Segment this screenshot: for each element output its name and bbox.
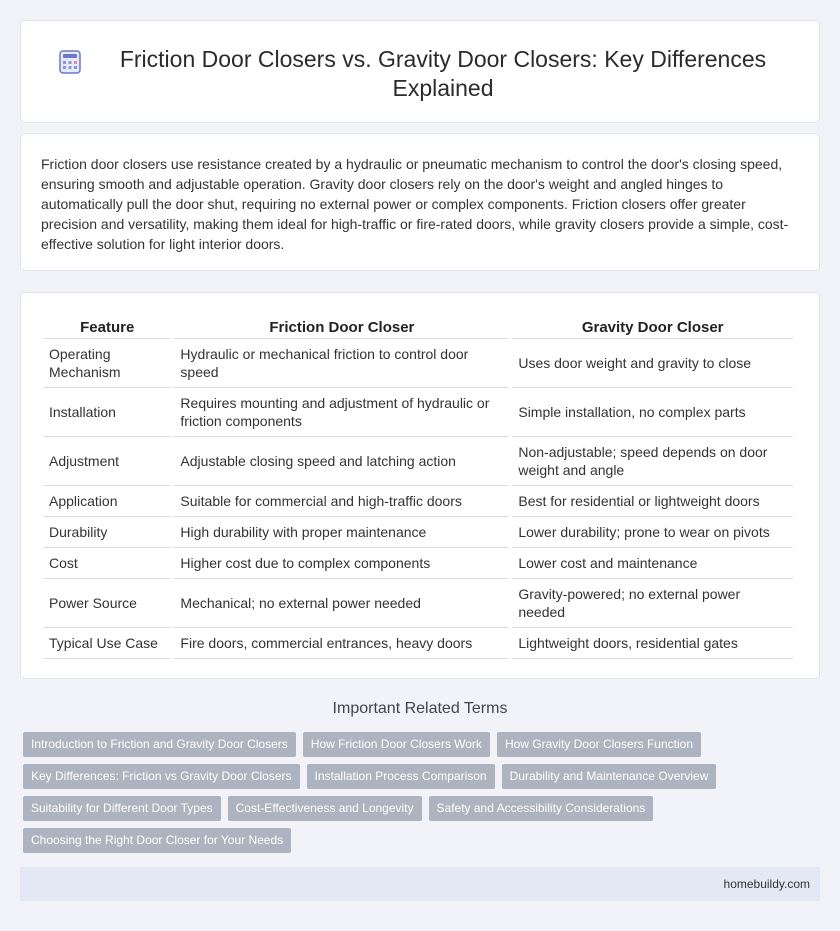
related-tag[interactable]: Safety and Accessibility Considerations	[429, 796, 654, 821]
table-row	[43, 339, 793, 388]
calculator-icon	[57, 49, 83, 75]
page-title: Friction Door Closers vs. Gravity Door Closers: Key Differences Explained	[119, 46, 767, 101]
cell-friction: Hydraulic or mechanical friction to control door speed	[174, 339, 509, 388]
cell-friction: Requires mounting and adjustment of hydraulic or friction components	[174, 388, 509, 437]
cell-gravity: Gravity-powered; no external power needed	[512, 579, 793, 628]
cell-feature: Durability	[43, 517, 171, 548]
cell-feature: Typical Use Case	[43, 628, 171, 659]
table-row	[43, 579, 793, 628]
related-tag[interactable]: Durability and Maintenance Overview	[502, 764, 717, 789]
table-header-row	[43, 313, 793, 339]
related-tag[interactable]: How Gravity Door Closers Function	[497, 732, 701, 757]
cell-friction: High durability with proper maintenance	[174, 517, 509, 548]
cell-friction: Adjustable closing speed and latching action	[174, 437, 509, 486]
intro-card	[20, 133, 820, 271]
cell-feature: Application	[43, 486, 171, 517]
cell-gravity: Lower cost and maintenance	[512, 548, 793, 579]
related-terms-title: Important Related Terms	[332, 700, 508, 717]
related-tag[interactable]: Suitability for Different Door Types	[23, 796, 221, 821]
cell-gravity: Lightweight doors, residential gates	[512, 628, 793, 659]
related-tag[interactable]: How Friction Door Closers Work	[303, 732, 490, 757]
header-gravity: Gravity Door Closer	[512, 313, 793, 339]
header-card	[20, 20, 820, 123]
comparison-table-card	[20, 292, 820, 679]
footer-site-link[interactable]: homebuildy.com	[723, 877, 810, 891]
related-tags	[23, 732, 823, 860]
related-tag[interactable]: Choosing the Right Door Closer for Your Needs	[23, 828, 291, 853]
footer	[20, 867, 820, 901]
cell-gravity: Uses door weight and gravity to close	[512, 339, 793, 388]
header-friction: Friction Door Closer	[174, 313, 509, 339]
comparison-table	[40, 313, 796, 659]
cell-feature: Installation	[43, 388, 171, 437]
related-tag[interactable]: Introduction to Friction and Gravity Door Closers	[23, 732, 296, 757]
cell-friction: Fire doors, commercial entrances, heavy doors	[174, 628, 509, 659]
cell-friction: Mechanical; no external power needed	[174, 579, 509, 628]
cell-friction: Higher cost due to complex components	[174, 548, 509, 579]
cell-feature: Cost	[43, 548, 171, 579]
table-row	[43, 548, 793, 579]
related-tag[interactable]: Key Differences: Friction vs Gravity Door Closers	[23, 764, 300, 789]
related-tag[interactable]: Installation Process Comparison	[307, 764, 495, 789]
cell-gravity: Non-adjustable; speed depends on door weight and angle	[512, 437, 793, 486]
table-row	[43, 388, 793, 437]
header-feature: Feature	[43, 313, 171, 339]
table-row	[43, 437, 793, 486]
related-tag[interactable]: Cost-Effectiveness and Longevity	[228, 796, 422, 821]
cell-friction: Suitable for commercial and high-traffic doors	[174, 486, 509, 517]
cell-feature: Power Source	[43, 579, 171, 628]
table-row	[43, 628, 793, 659]
intro-paragraph: Friction door closers use resistance created by a hydraulic or pneumatic mechanism to control the door's closing speed, ensuring smooth and adjustable operation. Gravity door closers rely on the door's weight and angled hinges to automatically pull the door shut, requiring no external power or complex components. Friction closers offer greater precision and versatility, making them ideal for high-traffic or fire-rated doors, while gravity closers provide a simple, cost-effective solution for light interior doors.	[41, 156, 789, 252]
table-row	[43, 517, 793, 548]
cell-gravity: Simple installation, no complex parts	[512, 388, 793, 437]
cell-feature: Operating Mechanism	[43, 339, 171, 388]
cell-gravity: Lower durability; prone to wear on pivots	[512, 517, 793, 548]
cell-gravity: Best for residential or lightweight doors	[512, 486, 793, 517]
cell-feature: Adjustment	[43, 437, 171, 486]
table-row	[43, 486, 793, 517]
